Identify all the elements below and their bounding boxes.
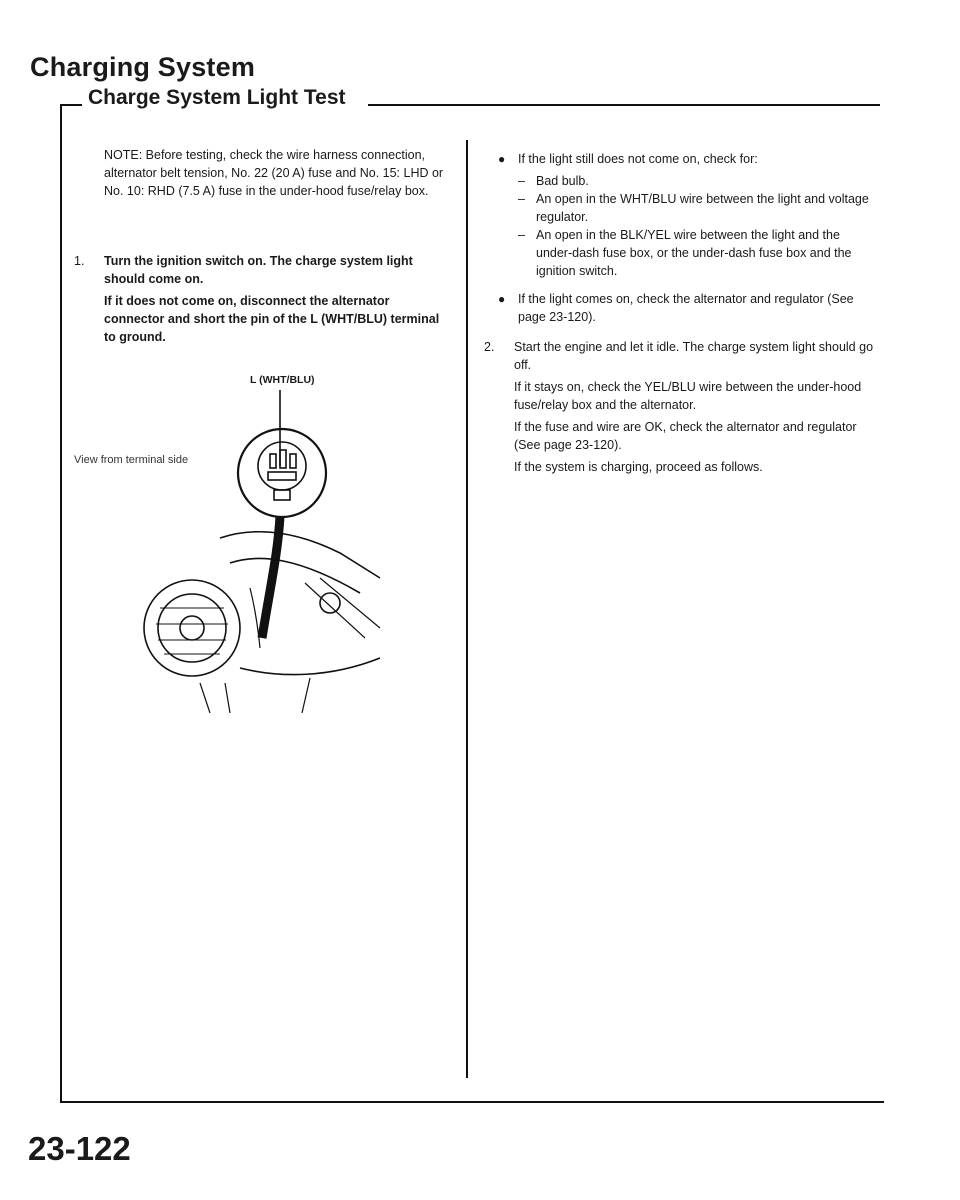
bullet-list (498, 150, 878, 340)
subitem-3 (518, 226, 878, 280)
subitem-1 (518, 172, 878, 190)
alternator-connector-illustration (130, 378, 400, 718)
section-rule (368, 104, 880, 106)
step-2-line-3: If the fuse and wire are OK, check the alternator and regulator (See page 23-120). (514, 420, 857, 452)
subitem-3-text: An open in the BLK/YEL wire between the light and the under-dash fuse box, or the under-dash fuse box and the ignition switch. (536, 228, 852, 278)
step-2-line-2: If it stays on, check the YEL/BLU wire between the under-hood fuse/relay box and the alternator. (514, 380, 862, 412)
engine-bolt (320, 593, 340, 613)
connector-label: L (WHT/BLU) (250, 374, 315, 386)
page-title: Charging System (30, 52, 256, 82)
alternator-fins (156, 608, 228, 654)
bullet-item-2-body (518, 290, 878, 330)
filled-circle-bullet-icon: ● (498, 152, 506, 166)
note-paragraph (104, 146, 449, 204)
engine-bracket (305, 578, 380, 638)
section-bracket-side (60, 104, 62, 1102)
column-divider (466, 140, 468, 1078)
page-number: 23-122 (28, 1130, 131, 1167)
engine-hose-middle (230, 558, 360, 593)
subitem-2-text: An open in the WHT/BLU wire between the light and voltage regulator. (536, 192, 869, 224)
connector-pin-2 (280, 450, 286, 468)
bullet-item-1 (498, 150, 878, 280)
dash-icon: – (518, 228, 525, 242)
bottom-rule (60, 1101, 884, 1103)
bullet-item-2 (498, 290, 878, 330)
section-bracket-top (60, 104, 82, 106)
connector-pin-1 (270, 454, 276, 468)
wire-harness (262, 516, 280, 638)
dash-icon: – (518, 192, 525, 206)
section-title: Charge System Light Test (88, 86, 346, 109)
step-2 (484, 338, 880, 480)
filled-circle-bullet-icon: ● (498, 292, 506, 306)
connector-latch (274, 490, 290, 500)
engine-frame-lines (200, 678, 310, 713)
step-1-number: 1. (74, 254, 85, 268)
bullet-item-2-text: If the light comes on, check the alternator and regulator (See page 23-120). (518, 292, 854, 324)
engine-hose-upper (220, 532, 380, 578)
subitem-1-text: Bad bulb. (536, 174, 589, 188)
step-2-line-1: Start the engine and let it idle. The charge system light should go off. (514, 340, 874, 372)
connector-key (268, 472, 296, 480)
bullet-item-1-body (518, 150, 878, 280)
step-2-body (514, 338, 880, 480)
dash-icon: – (518, 174, 525, 188)
step-1 (74, 252, 449, 350)
engine-hose-lower (240, 658, 380, 675)
step-2-number: 2. (484, 340, 495, 354)
alternator-housing (158, 594, 226, 662)
step-1-body (104, 252, 449, 350)
step-1-line-2: If it does not come on, disconnect the alternator connector and short the pin of the L (WHT/BLU) terminal to ground. (104, 294, 440, 344)
note-text: NOTE: Before testing, check the wire harness connection, alternator belt tension, No. 22 (20 A) fuse and No. 15: LHD or No. 10: RHD (7.5 A) fuse in the under-hood fuse/relay box. (104, 148, 444, 198)
connector-pin-3 (290, 454, 296, 468)
subitem-2 (518, 190, 878, 226)
step-2-line-4: If the system is charging, proceed as follows. (514, 460, 763, 474)
engine-wire-secondary (250, 588, 260, 648)
view-from-terminal-label: View from terminal side (74, 454, 189, 466)
bullet-item-1-text: If the light still does not come on, check for: (518, 152, 758, 166)
alternator-pulley (180, 616, 204, 640)
step-1-line-1: Turn the ignition switch on. The charge system light should come on. (104, 254, 413, 286)
